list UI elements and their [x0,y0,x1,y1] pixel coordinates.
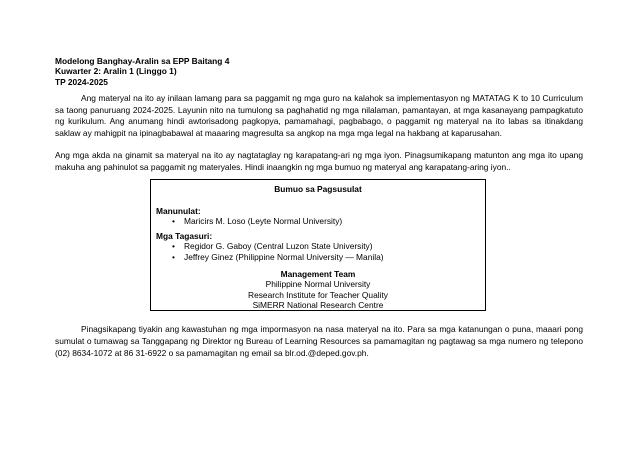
authors-list [151,216,485,227]
document-header [55,56,229,87]
management-team [151,269,485,311]
reviewer-name: Jeffrey Ginez (Philippine Normal University — Manila) [184,251,384,262]
credits-title: Bumuo sa Pagsusulat [274,184,362,194]
bullet-icon: • [172,216,175,227]
management-team-label: Management Team [280,268,356,279]
list-item [151,216,485,227]
authors-label: Manunulat: [156,205,201,216]
author-name: Maricirs M. Loso (Leyte Normal University) [184,216,343,227]
bullet-icon: • [172,251,175,262]
credits-box [150,179,486,311]
lesson-title: Modelong Banghay-Aralin sa EPP Baitang 4 [55,56,230,66]
school-year: TP 2024-2025 [55,76,108,87]
usage-notice-paragraph: Ang materyal na ito ay inilaan lamang para sa paggamit ng mga guro na kalahok sa implementasyon ng MATATAG K to 10 Curriculum sa taong panuruang 2024-2025. Layunin nito na tumulong sa paghahatid ng mga nilalaman, pamantayan, at mga kasanayang pampagkatuto ng kurikulum. Ang anumang hindi awtorisadong pagkopya, pamamahagi, pagbabago, o paggamit ng materyal na ito labas sa itinakdang saklaw ay mahigpit na ipinagbabawal at maaaring magresulta sa angkop na mga mga legal na hakbang at kaparusahan. [55,93,583,138]
team-member: Philippine Normal University [265,279,371,290]
quarter-lesson: Kuwarter 2: Aralin 1 (Linggo 1) [55,66,177,77]
team-member: Research Institute for Teacher Quality [248,289,388,300]
reviewer-name: Regidor G. Gaboy (Central Luzon State University) [184,241,373,252]
reviewers-list [151,241,485,262]
copyright-paragraph: Ang mga akda na ginamit sa materyal na ito ay nagtataglay ng karapatang-ari ng mga iyon. Pinagsumikapang matunton ang mga ito upang makuha ang pahinulot sa paggamit ng materyales. Hindi inaangkin ng mga bumuo ng materyal ang karapatang-aring iyon.. [55,150,583,172]
contact-paragraph: Pinagsikapang tiyakin ang kawastuhan ng mga impormasyon na nasa materyal na ito. Para sa mga katanungan o puna, maaari pong sumulat o tumawag sa Tanggapang ng Direktor ng Bureau of Learning Resources sa pamamagitan ng pagtawag sa mga numero ng telepono (02) 8634-1072 at 86 31-6922 o sa pamamagitan ng email sa blr.od.@deped.gov.ph. [55,324,583,358]
list-item [151,241,485,252]
bullet-icon: • [172,241,175,252]
team-member: SiMERR National Research Centre [252,300,384,311]
list-item [151,252,485,263]
reviewers-label: Mga Tagasuri: [156,230,213,241]
